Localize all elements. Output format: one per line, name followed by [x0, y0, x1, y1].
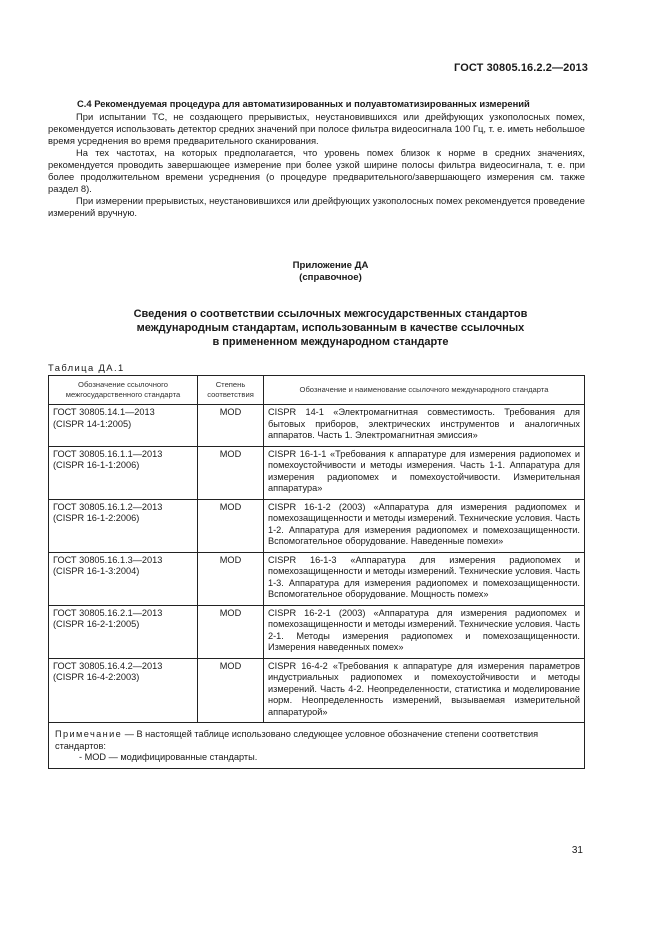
degree-cell: MOD	[198, 552, 264, 605]
standard-ref: (CISPR 16-4-2:2003)	[53, 672, 140, 682]
standard-cell	[49, 552, 198, 605]
standard-cell	[49, 658, 198, 723]
description-cell: CISPR 16-4-2 «Требования к аппаратуре для измерения параметров индустриальных радиопомех и помехоустойчивости и методы измерений. Часть 4-2. Неопределенности, статистика и моделирование норм. Неопределенность измерений, вызываемая измерительной аппаратурой»	[264, 658, 585, 723]
table-row	[49, 605, 585, 658]
paragraph-1: При испытании ТС, не создающего прерывистых, неустановившихся или дрейфующих узкополосных помех, рекомендуется использовать детектор средних значений при полосе фильтра видеосигнала 100 Гц, т. е. иметь небольшое время усреднения во время предварительного сканирования.	[48, 111, 585, 146]
standards-table	[48, 375, 585, 769]
document-code: ГОСТ 30805.16.2.2—2013	[454, 62, 588, 74]
annex-heading-line-1: Сведения о соответствии ссылочных межгосударственных стандартов	[133, 308, 528, 320]
annex-heading-line-2: международным стандартам, использованным в качестве ссылочных	[136, 322, 525, 334]
table-row	[49, 446, 585, 499]
paragraph-2: На тех частотах, на которых предполагается, что уровень помех близок к норме в средних значениях, рекомендуется проводить завершающее измерение при более узкой ширине полосы фильтра видеосигнала, т. е. при более продолжительном времени усреднения (о процедуре предварительного/завершающего измерения см. также раздел 8).	[48, 147, 585, 194]
table-row	[49, 658, 585, 723]
table-row	[49, 405, 585, 447]
table-note	[49, 723, 585, 769]
standard-ref: (CISPR 16-1-1:2006)	[53, 460, 140, 470]
standard-cell	[49, 446, 198, 499]
standard-code: ГОСТ 30805.14.1—2013	[53, 407, 155, 417]
degree-cell: MOD	[198, 605, 264, 658]
standard-code: ГОСТ 30805.16.2.1—2013	[53, 607, 163, 618]
table-row	[49, 499, 585, 552]
degree-cell: MOD	[198, 446, 264, 499]
standard-code: ГОСТ 30805.16.1.3—2013	[53, 554, 163, 565]
description-cell: CISPR 16-2-1 (2003) «Аппаратура для измерения радиопомех и помехозащищенности и методы измерений. Технические условия. Часть 2-1. Методы измерения радиопомех и помехозащищенности. Измерения наведенных помех»	[264, 605, 585, 658]
degree-cell: MOD	[198, 405, 264, 447]
description-cell: CISPR 16-1-2 (2003) «Аппаратура для измерения радиопомех и помехозащищенности и методы измерений. Технические условия. Часть 1-2. Аппаратура для измерения радиопомех и помехозащищенности. Вспомогательное оборудование. Наведенные помехи»	[264, 499, 585, 552]
table-header-row	[49, 376, 585, 405]
standard-cell	[49, 405, 198, 447]
note-item: - MOD — модифицированные стандарты.	[79, 752, 258, 762]
degree-cell: MOD	[198, 499, 264, 552]
standard-ref: (CISPR 14-1:2005)	[53, 418, 132, 429]
section-heading: С.4 Рекомендуемая процедура для автоматизированных и полуавтоматизированных измерений	[77, 98, 530, 109]
header-description: Обозначение и наименование ссылочного международного стандарта	[264, 376, 585, 405]
page-number: 31	[571, 845, 583, 856]
description-cell: CISPR 16-1-3 «Аппаратура для измерения радиопомех и помехозащищенности и методы измерений. Технические условия. Часть 1-3. Аппаратура для измерения радиопомех и помехозащищенности. Вспомогательное оборудование. Мощность помех»	[264, 552, 585, 605]
paragraph-3: При измерении прерывистых, неустановившихся или дрейфующих узкополосных помех рекомендуется проведение измерений вручную.	[48, 195, 585, 218]
header-degree: Степень соответствия	[198, 376, 264, 405]
header-standard: Обозначение ссылочного межгосударственного стандарта	[49, 376, 198, 405]
table-caption: Таблица ДА.1	[48, 362, 125, 373]
standard-ref: (CISPR 16-1-2:2006)	[53, 513, 140, 523]
degree-cell: MOD	[198, 658, 264, 723]
annex-subtitle: (справочное)	[299, 272, 362, 283]
table-note-row	[49, 723, 585, 769]
annex-title: Приложение ДА	[292, 260, 369, 271]
standard-code: ГОСТ 30805.16.1.2—2013	[53, 501, 163, 512]
standard-cell	[49, 499, 198, 552]
table-row	[49, 552, 585, 605]
standard-code: ГОСТ 30805.16.1.1—2013	[53, 448, 163, 459]
note-text: — В настоящей таблице использовано следующее условное обозначение степени соответствия стандартов:	[55, 729, 539, 751]
standard-code: ГОСТ 30805.16.4.2—2013	[53, 660, 163, 671]
standard-ref: (CISPR 16-1-3:2004)	[53, 566, 140, 576]
description-cell: CISPR 14-1 «Электромагнитная совместимость. Требования для бытовых приборов, электрических инструментов и аналогичных аппаратов. Часть 1. Электромагнитная эмиссия»	[264, 405, 585, 447]
standard-ref: (CISPR 16-2-1:2005)	[53, 619, 140, 629]
standard-cell	[49, 605, 198, 658]
note-label: Примечание	[55, 729, 123, 739]
annex-heading-line-3: в примененном международном стандарте	[212, 336, 449, 348]
description-cell: CISPR 16-1-1 «Требования к аппаратуре для измерения радиопомех и помехоустойчивости и методы измерения. Часть 1-1. Аппаратура для измерения радиопомех и помехоустойчивости. Измерительная аппаратура»	[264, 446, 585, 499]
